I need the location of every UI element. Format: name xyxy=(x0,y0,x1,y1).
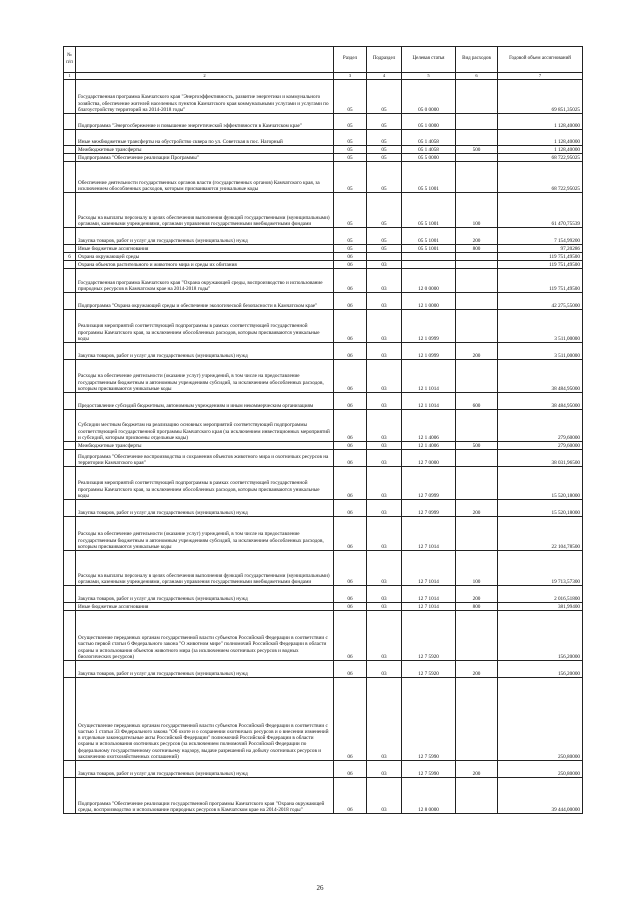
row-number-cell xyxy=(64,761,76,778)
row-number-cell xyxy=(64,261,76,269)
row-number-cell xyxy=(64,611,76,661)
row-number-cell xyxy=(64,193,76,228)
expense-type-cell xyxy=(456,310,498,343)
target-article-cell: 12 7 1014 xyxy=(402,603,456,611)
row-number-cell xyxy=(64,162,76,193)
row-name-cell: Межбюджетные трансферты xyxy=(76,146,334,154)
podrazdel-cell: 03 xyxy=(367,661,402,678)
expense-type-cell xyxy=(456,154,498,162)
podrazdel-cell: 03 xyxy=(367,778,402,814)
table-row xyxy=(64,467,583,500)
table-row xyxy=(64,293,583,310)
expense-type-cell xyxy=(456,269,498,293)
row-number-cell xyxy=(64,450,76,467)
razdel-cell: 06 xyxy=(334,500,367,517)
expense-type-cell xyxy=(456,162,498,193)
target-article-cell: 05 0 0000 xyxy=(402,80,456,114)
table-row xyxy=(64,410,583,442)
row-name-cell: Закупка товаров, работ и услуг для государственных (муниципальных) нужд xyxy=(76,500,334,517)
amount-cell: 15 520,18000 xyxy=(498,500,583,517)
row-name-cell: Предоставление субсидий бюджетным, автономным учреждениям и иным некоммерческим организациям xyxy=(76,393,334,410)
expense-type-cell xyxy=(456,517,498,551)
row-name-cell: Подпрограмма "Обеспечение реализации Программы" xyxy=(76,154,334,162)
amount-cell: 279,60000 xyxy=(498,410,583,442)
expense-type-cell xyxy=(456,130,498,146)
target-article-cell: 05 5 1001 xyxy=(402,193,456,228)
amount-cell: 38 484,95000 xyxy=(498,360,583,393)
expense-type-cell: 200 xyxy=(456,343,498,360)
amount-cell: 279,60000 xyxy=(498,442,583,450)
podrazdel-cell: 03 xyxy=(367,450,402,467)
razdel-cell: 05 xyxy=(334,154,367,162)
razdel-cell: 06 xyxy=(334,778,367,814)
razdel-cell: 06 xyxy=(334,603,367,611)
razdel-cell: 06 xyxy=(334,611,367,661)
razdel-cell: 06 xyxy=(334,661,367,678)
target-article-cell: 12 1 1014 xyxy=(402,360,456,393)
podrazdel-cell xyxy=(367,253,402,261)
podrazdel-cell: 05 xyxy=(367,114,402,130)
table-row xyxy=(64,253,583,261)
amount-cell: 7 154,99200 xyxy=(498,228,583,245)
row-name-cell: Подпрограмма "Энергосбережение и повышение энергетической эффективности в Камчатском крае" xyxy=(76,114,334,130)
row-number-cell xyxy=(64,310,76,343)
table-row xyxy=(64,442,583,450)
row-number-cell xyxy=(64,293,76,310)
header-podrazdel: Подраздел xyxy=(367,47,402,73)
amount-cell: 42 275,55000 xyxy=(498,293,583,310)
expense-type-cell xyxy=(456,80,498,114)
amount-cell: 119 751,49500 xyxy=(498,261,583,269)
target-article-cell: 12 0 0000 xyxy=(402,269,456,293)
table-row xyxy=(64,678,583,761)
expense-type-cell: 100 xyxy=(456,193,498,228)
row-number-cell xyxy=(64,130,76,146)
table-row xyxy=(64,778,583,814)
header-number: № п/п xyxy=(64,47,76,73)
podrazdel-cell: 03 xyxy=(367,410,402,442)
row-name-cell: Закупка товаров, работ и услуг для государственных (муниципальных) нужд xyxy=(76,228,334,245)
row-number-cell xyxy=(64,360,76,393)
row-number-cell xyxy=(64,269,76,293)
target-article-cell: 12 7 5990 xyxy=(402,761,456,778)
podrazdel-cell: 03 xyxy=(367,678,402,761)
expense-type-cell xyxy=(456,410,498,442)
table-row xyxy=(64,130,583,146)
razdel-cell: 06 xyxy=(334,410,367,442)
budget-table-sheet xyxy=(63,46,582,814)
row-name-cell: Обеспечение деятельности государственных органов власти (государственных органов) Камчатского края, за исключением обособленных расходов, которым присваиваются уникальные коды xyxy=(76,162,334,193)
target-article-cell: 05 5 1001 xyxy=(402,245,456,253)
table-row xyxy=(64,245,583,253)
podrazdel-cell: 03 xyxy=(367,442,402,450)
table-row xyxy=(64,162,583,193)
razdel-cell: 06 xyxy=(334,586,367,603)
header-name xyxy=(76,47,334,73)
amount-cell: 250,80000 xyxy=(498,761,583,778)
expense-type-cell: 800 xyxy=(456,603,498,611)
row-number-cell xyxy=(64,467,76,500)
target-article-cell xyxy=(402,261,456,269)
amount-cell: 61 470,75539 xyxy=(498,193,583,228)
amount-cell: 38 031,96500 xyxy=(498,450,583,467)
row-number-cell xyxy=(64,245,76,253)
expense-type-cell xyxy=(456,467,498,500)
row-name-cell: Осуществление переданных органам государственной власти субъектов Российской Федерации в соответствии с частью 1 статьи 33 Федерального закона "Об охоте и о сохранении охотничьих ресурсов и о внесении изменений в отдельные законодательные акты Российской Федерации" полномочий Российской Федерации в области охраны и использования охотничьих ресурсов (за исключением полномочий Российской Федерации по федеральному государственному охотничьему надзору, выдаче разрешений на добычу охотничьих ресурсов и заключению охотхозяйственных соглашений) xyxy=(76,678,334,761)
podrazdel-cell: 03 xyxy=(367,467,402,500)
razdel-cell: 05 xyxy=(334,245,367,253)
expense-type-cell xyxy=(456,778,498,814)
expense-type-cell: 200 xyxy=(456,586,498,603)
table-row xyxy=(64,114,583,130)
amount-cell: 69 851,35025 xyxy=(498,80,583,114)
table-row xyxy=(64,551,583,586)
razdel-cell: 06 xyxy=(334,678,367,761)
index-cell: 2 xyxy=(76,73,334,80)
row-name-cell: Осуществление переданных органам государственной власти субъектов Российской Федерации в соответствии с частью первой статьи 6 Федерального закона "О животном мире" полномочий Российской Федерации в области охраны и использования объектов животного мира (за исключением охотничьих ресурсов и водных биологических ресурсов) xyxy=(76,611,334,661)
razdel-cell: 05 xyxy=(334,114,367,130)
expense-type-cell: 200 xyxy=(456,661,498,678)
target-article-cell: 05 1 4058 xyxy=(402,130,456,146)
row-number-cell xyxy=(64,114,76,130)
expense-type-cell: 500 xyxy=(456,442,498,450)
amount-cell: 22 104,78500 xyxy=(498,517,583,551)
podrazdel-cell: 03 xyxy=(367,269,402,293)
amount-cell: 1 128,40000 xyxy=(498,114,583,130)
amount-cell: 2 016,51800 xyxy=(498,586,583,603)
target-article-cell xyxy=(402,253,456,261)
index-cell: 6 xyxy=(456,73,498,80)
expense-type-cell xyxy=(456,114,498,130)
razdel-cell: 05 xyxy=(334,130,367,146)
expense-type-cell: 800 xyxy=(456,245,498,253)
expense-type-cell xyxy=(456,253,498,261)
razdel-cell: 06 xyxy=(334,551,367,586)
podrazdel-cell: 05 xyxy=(367,130,402,146)
expense-type-cell: 200 xyxy=(456,761,498,778)
table-row xyxy=(64,343,583,360)
row-number-cell xyxy=(64,603,76,611)
expense-type-cell xyxy=(456,293,498,310)
header-razdel: Раздел xyxy=(334,47,367,73)
podrazdel-cell: 03 xyxy=(367,360,402,393)
amount-cell: 3 511,00000 xyxy=(498,310,583,343)
page-number: 26 xyxy=(316,884,324,892)
table-row xyxy=(64,269,583,293)
header-annual-amount: Годовой объем ассигнований xyxy=(498,47,583,73)
expense-type-cell xyxy=(456,678,498,761)
table-row xyxy=(64,310,583,343)
row-number-cell xyxy=(64,551,76,586)
target-article-cell: 05 5 1001 xyxy=(402,228,456,245)
index-cell: 4 xyxy=(367,73,402,80)
expense-type-cell: 600 xyxy=(456,393,498,410)
target-article-cell: 12 7 5920 xyxy=(402,661,456,678)
table-row xyxy=(64,154,583,162)
amount-cell: 19 713,57300 xyxy=(498,551,583,586)
table-row xyxy=(64,228,583,245)
podrazdel-cell: 03 xyxy=(367,551,402,586)
row-name-cell: Иные межбюджетные трансферты на обустройство сквера по ул. Советская в пос. Нагорный xyxy=(76,130,334,146)
amount-cell: 1 128,40000 xyxy=(498,130,583,146)
razdel-cell: 05 xyxy=(334,80,367,114)
table-row xyxy=(64,661,583,678)
razdel-cell: 06 xyxy=(334,310,367,343)
table-row xyxy=(64,193,583,228)
index-cell: 7 xyxy=(498,73,583,80)
podrazdel-cell: 05 xyxy=(367,162,402,193)
table-header-row xyxy=(64,47,583,73)
razdel-cell: 06 xyxy=(334,467,367,500)
row-number-cell xyxy=(64,517,76,551)
table-row xyxy=(64,517,583,551)
row-number-cell xyxy=(64,228,76,245)
target-article-cell: 05 5 1001 xyxy=(402,162,456,193)
row-name-cell: Подпрограмма "Охрана окружающей среды и обеспечение экологической безопасности в Камчатском крае" xyxy=(76,293,334,310)
podrazdel-cell: 03 xyxy=(367,586,402,603)
table-row xyxy=(64,500,583,517)
table-row xyxy=(64,146,583,154)
row-name-cell: Государственная программа Камчатского края "Энергоэффективность, развитие энергетики и коммунального хозяйства, обеспечение жителей населенных пунктов Камчатского края коммунальными услугами и услугами по благоустройству территорий на 2014-2018 годы" xyxy=(76,80,334,114)
target-article-cell: 12 7 0999 xyxy=(402,500,456,517)
podrazdel-cell: 03 xyxy=(367,761,402,778)
row-name-cell: Закупка товаров, работ и услуг для государственных (муниципальных) нужд xyxy=(76,586,334,603)
razdel-cell: 06 xyxy=(334,343,367,360)
row-number-cell xyxy=(64,393,76,410)
expense-type-cell: 200 xyxy=(456,228,498,245)
row-name-cell: Расходы на обеспечение деятельности (оказание услуг) учреждений, в том числе на предоставление государственным бюджетным и автономным учреждениям субсидий, за исключением обособленных расходов, которым присваиваются уникальные коды xyxy=(76,360,334,393)
column-index-row xyxy=(64,73,583,80)
target-article-cell: 12 1 0999 xyxy=(402,310,456,343)
amount-cell: 1 128,40000 xyxy=(498,146,583,154)
podrazdel-cell: 03 xyxy=(367,293,402,310)
amount-cell: 119 751,49500 xyxy=(498,253,583,261)
podrazdel-cell: 05 xyxy=(367,228,402,245)
amount-cell: 250,80000 xyxy=(498,678,583,761)
row-number-cell: 6 xyxy=(64,253,76,261)
row-number-cell xyxy=(64,146,76,154)
target-article-cell: 05 1 0000 xyxy=(402,114,456,130)
razdel-cell: 06 xyxy=(334,393,367,410)
razdel-cell: 05 xyxy=(334,162,367,193)
table-row xyxy=(64,80,583,114)
amount-cell: 156,20000 xyxy=(498,611,583,661)
row-number-cell xyxy=(64,778,76,814)
razdel-cell: 05 xyxy=(334,146,367,154)
podrazdel-cell: 05 xyxy=(367,80,402,114)
target-article-cell: 12 1 1014 xyxy=(402,393,456,410)
razdel-cell: 05 xyxy=(334,193,367,228)
index-cell: 5 xyxy=(402,73,456,80)
row-name-cell: Расходы на обеспечение деятельности (оказание услуг) учреждений, в том числе на предоставление государственным бюджетным и автономным учреждениям субсидий, за исключением обособленных расходов, которым присваиваются уникальные коды xyxy=(76,517,334,551)
target-article-cell: 12 1 4006 xyxy=(402,442,456,450)
expense-type-cell xyxy=(456,450,498,467)
table-row xyxy=(64,261,583,269)
target-article-cell: 12 7 0000 xyxy=(402,450,456,467)
podrazdel-cell: 03 xyxy=(367,611,402,661)
row-name-cell: Расходы на выплаты персоналу в целях обеспечения выполнения функций государственными (муниципальными) органами, казенными учреждениями, органами управления государственными внебюджетными фондами xyxy=(76,551,334,586)
row-name-cell: Межбюджетные трансферты xyxy=(76,442,334,450)
amount-cell: 3 511,00000 xyxy=(498,343,583,360)
index-cell: 3 xyxy=(334,73,367,80)
row-name-cell: Иные бюджетные ассигнования xyxy=(76,603,334,611)
amount-cell: 68 722,95025 xyxy=(498,154,583,162)
expense-type-cell xyxy=(456,360,498,393)
razdel-cell: 06 xyxy=(334,442,367,450)
podrazdel-cell: 03 xyxy=(367,261,402,269)
target-article-cell: 12 7 5990 xyxy=(402,678,456,761)
target-article-cell: 12 1 0999 xyxy=(402,343,456,360)
row-name-cell: Закупка товаров, работ и услуг для государственных (муниципальных) нужд xyxy=(76,761,334,778)
podrazdel-cell: 05 xyxy=(367,193,402,228)
row-name-cell: Закупка товаров, работ и услуг для государственных (муниципальных) нужд xyxy=(76,661,334,678)
table-row xyxy=(64,360,583,393)
row-name-cell: Иные бюджетные ассигнования xyxy=(76,245,334,253)
index-cell: 1 xyxy=(64,73,76,80)
podrazdel-cell: 03 xyxy=(367,310,402,343)
budget-table xyxy=(63,46,583,814)
target-article-cell: 12 8 0000 xyxy=(402,778,456,814)
row-name-cell: Охрана объектов растительного и животного мира и среды их обитания xyxy=(76,261,334,269)
podrazdel-cell: 03 xyxy=(367,603,402,611)
razdel-cell: 06 xyxy=(334,253,367,261)
razdel-cell: 06 xyxy=(334,761,367,778)
amount-cell: 39 444,00000 xyxy=(498,778,583,814)
target-article-cell: 05 1 4058 xyxy=(402,146,456,154)
expense-type-cell: 200 xyxy=(456,500,498,517)
podrazdel-cell: 03 xyxy=(367,343,402,360)
row-name-cell: Государственная программа Камчатского края "Охрана окружающей среды, воспроизводство и использование природных ресурсов в Камчатском крае на 2014-2018 годы" xyxy=(76,269,334,293)
row-number-cell xyxy=(64,154,76,162)
table-row xyxy=(64,611,583,661)
target-article-cell: 12 1 0000 xyxy=(402,293,456,310)
row-name-cell: Подпрограмма "Обеспечение воспроизводства и сохранения объектов животного мира и охотничьих ресурсов на территории Камчатского края" xyxy=(76,450,334,467)
target-article-cell: 12 7 1014 xyxy=(402,586,456,603)
row-name-cell: Субсидии местным бюджетам на реализацию основных мероприятий соответствующей подпрограммы соответствующей государственной программы Камчатского края (за исключением инвестиционных мероприятий и субсидий, которым присвоены отдельные коды) xyxy=(76,410,334,442)
podrazdel-cell: 03 xyxy=(367,393,402,410)
podrazdel-cell: 05 xyxy=(367,146,402,154)
table-body xyxy=(64,80,583,814)
razdel-cell: 06 xyxy=(334,450,367,467)
amount-cell: 68 722,95025 xyxy=(498,162,583,193)
target-article-cell: 05 5 0000 xyxy=(402,154,456,162)
expense-type-cell xyxy=(456,611,498,661)
row-number-cell xyxy=(64,343,76,360)
amount-cell: 156,20000 xyxy=(498,661,583,678)
table-row xyxy=(64,393,583,410)
podrazdel-cell: 03 xyxy=(367,500,402,517)
amount-cell: 97,20286 xyxy=(498,245,583,253)
table-row xyxy=(64,761,583,778)
razdel-cell: 06 xyxy=(334,517,367,551)
expense-type-cell: 100 xyxy=(456,551,498,586)
row-number-cell xyxy=(64,410,76,442)
header-expense-type: Вид расходов xyxy=(456,47,498,73)
table-row xyxy=(64,586,583,603)
target-article-cell: 12 7 1014 xyxy=(402,517,456,551)
header-target-article: Целевая статья xyxy=(402,47,456,73)
razdel-cell: 06 xyxy=(334,360,367,393)
razdel-cell: 06 xyxy=(334,269,367,293)
row-name-cell: Закупка товаров, работ и услуг для государственных (муниципальных) нужд xyxy=(76,343,334,360)
table-row xyxy=(64,603,583,611)
row-number-cell xyxy=(64,80,76,114)
row-number-cell xyxy=(64,500,76,517)
razdel-cell: 05 xyxy=(334,228,367,245)
row-name-cell: Реализация мероприятий соответствующей подпрограммы в рамках соответствующей государственной программы Камчатского края, за исключением обособленных расходов, которым присваиваются уникальные коды xyxy=(76,310,334,343)
podrazdel-cell: 05 xyxy=(367,154,402,162)
row-name-cell: Реализация мероприятий соответствующей подпрограммы в рамках соответствующей государственной программы Камчатского края, за исключением обособленных расходов, которым присваиваются уникальные коды xyxy=(76,467,334,500)
razdel-cell: 06 xyxy=(334,293,367,310)
podrazdel-cell: 05 xyxy=(367,245,402,253)
table-row xyxy=(64,450,583,467)
target-article-cell: 12 1 4006 xyxy=(402,410,456,442)
row-name-cell: Расходы на выплаты персоналу в целях обеспечения выполнения функций государственными (муниципальными) органами, казенными учреждениями, органами управления государственными внебюджетными фондами xyxy=(76,193,334,228)
target-article-cell: 12 7 1014 xyxy=(402,551,456,586)
expense-type-cell: 500 xyxy=(456,146,498,154)
target-article-cell: 12 7 5920 xyxy=(402,611,456,661)
amount-cell: 119 751,49500 xyxy=(498,269,583,293)
expense-type-cell xyxy=(456,261,498,269)
row-name-cell: Подпрограмма "Обеспечение реализации государственной программы Камчатского края "Охрана окружающей среды, воспроизводство и использование природных ресурсов в Камчатском крае на 2014-2018 годы" xyxy=(76,778,334,814)
target-article-cell: 12 7 0999 xyxy=(402,467,456,500)
razdel-cell: 06 xyxy=(334,261,367,269)
row-number-cell xyxy=(64,678,76,761)
row-number-cell xyxy=(64,442,76,450)
row-number-cell xyxy=(64,586,76,603)
podrazdel-cell: 03 xyxy=(367,517,402,551)
row-number-cell xyxy=(64,661,76,678)
amount-cell: 38 484,95000 xyxy=(498,393,583,410)
row-name-cell: Охрана окружающей среды xyxy=(76,253,334,261)
amount-cell: 15 520,18000 xyxy=(498,467,583,500)
amount-cell: 381,99400 xyxy=(498,603,583,611)
